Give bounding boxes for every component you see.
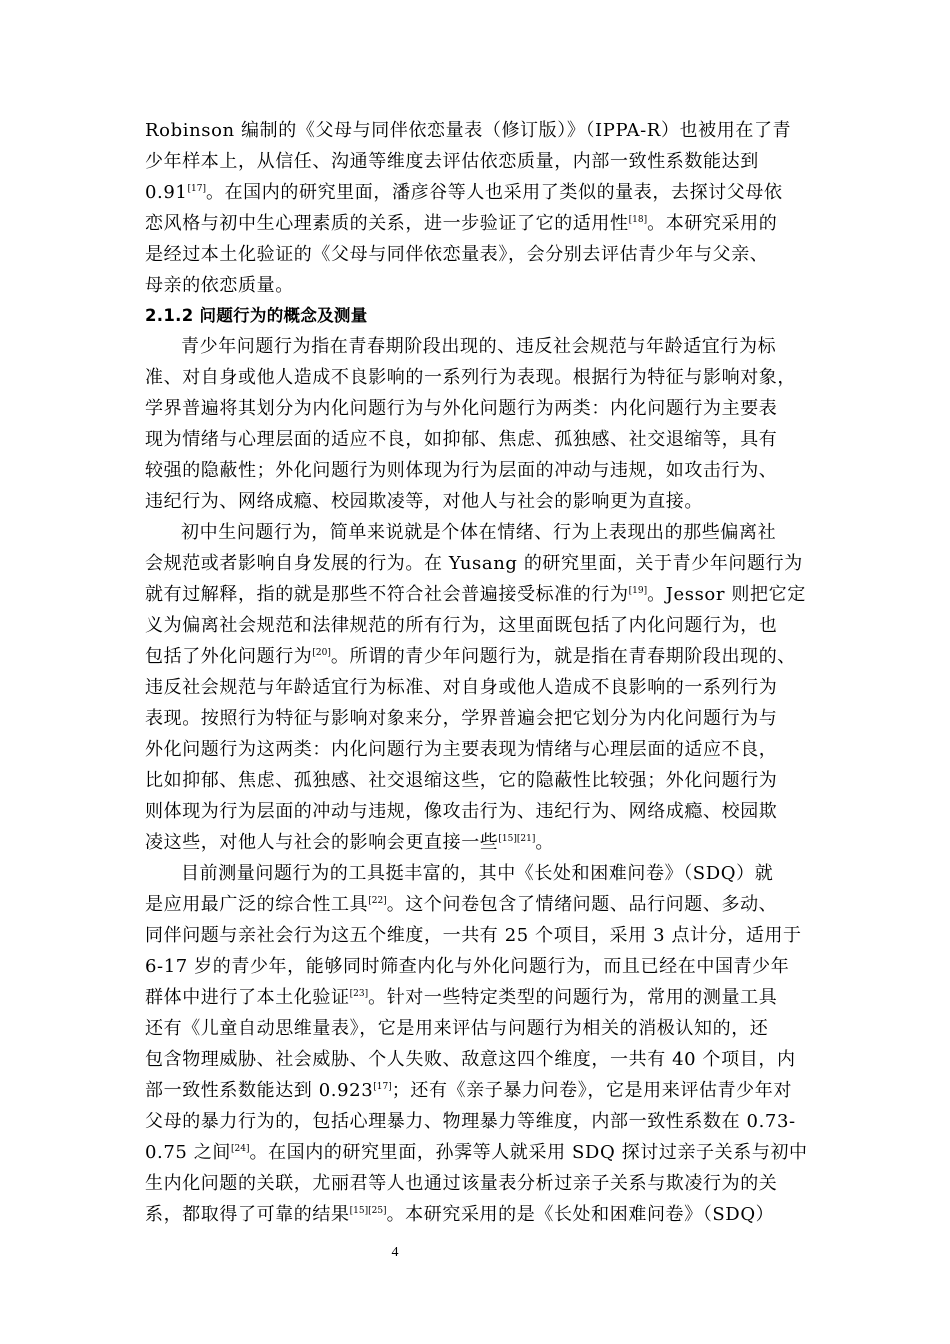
text-run: 现为情绪与心理层面的适应不良，如抑郁、焦虑、孤独感、社交退缩等，具有 — [145, 429, 778, 450]
citation: [20] — [312, 648, 331, 658]
text-line — [145, 486, 703, 517]
text-line — [145, 208, 777, 239]
text-run: 就有过解释，指的就是那些不符合社会普遍接受标准的行为 — [145, 584, 629, 605]
text-run: 包括了外化问题行为 — [145, 646, 313, 667]
text-line — [145, 270, 294, 301]
text-run: 。所谓的青少年问题行为，就是指在青春期阶段出现的、 — [330, 646, 796, 667]
text-run: 群体中进行了本土化验证 — [145, 987, 350, 1008]
text-run: 学界普遍将其划分为内化问题行为与外化问题行为两类：内化问题行为主要表 — [145, 398, 778, 419]
text-run: 。在国内的研究里面，孙霁等人就采用 SDQ 探讨过亲子关系与初中 — [249, 1142, 808, 1163]
text-line — [145, 424, 777, 455]
text-run: 青少年问题行为指在青春期阶段出现的、违反社会规范与年龄适宜行为标 — [181, 336, 777, 357]
text-line — [145, 1168, 777, 1199]
text-run: 初中生问题行为，简单来说就是个体在情绪、行为上表现出的那些偏离社 — [181, 522, 777, 543]
text-run: 6-17 岁的青少年，能够同时筛查内化与外化问题行为，而且已经在中国青少年 — [145, 956, 790, 977]
section-heading: 2.1.2 问题行为的概念及测量 — [145, 306, 368, 325]
page-number: 4 — [391, 1245, 399, 1260]
citation: [22] — [368, 896, 387, 906]
text-line — [145, 146, 759, 177]
text-line — [145, 672, 777, 703]
text-run: 是应用最广泛的综合性工具 — [145, 894, 369, 915]
text-line — [145, 1013, 768, 1044]
text-line — [181, 517, 776, 548]
text-run: 父母的暴力行为的，包括心理暴力、物理暴力等维度，内部一致性系数在 0.73- — [145, 1111, 796, 1132]
citation: [17] — [187, 184, 206, 194]
text-run: 母亲的依恋质量。 — [145, 275, 294, 296]
text-run: 包含物理威胁、社会威胁、个人失败、敌意这四个维度，一共有 40 个项目，内 — [145, 1049, 796, 1070]
text-line — [145, 765, 777, 796]
text-run: 。这个问卷包含了情绪问题、品行问题、多动、 — [386, 894, 778, 915]
text-run: 。本研究采用的 — [647, 213, 778, 234]
text-line — [181, 858, 773, 889]
text-run: 少年样本上，从信任、沟通等维度去评估依恋质量，内部一致性系数能达到 — [145, 151, 759, 172]
text-line — [181, 331, 776, 362]
text-run: 0.91 — [145, 182, 188, 203]
text-line — [145, 889, 777, 920]
text-run: 违反社会规范与年龄适宜行为标准、对自身或他人造成不良影响的一系列行为 — [145, 677, 778, 698]
text-line — [145, 579, 806, 610]
text-run: 是经过本土化验证的《父母与同伴依恋量表》，会分别去评估青少年与父亲、 — [145, 244, 769, 265]
citation: [24] — [231, 1144, 250, 1154]
text-run: 。本研究采用的是《长处和困难问卷》（SDQ） — [386, 1204, 775, 1225]
text-line — [145, 1044, 796, 1075]
text-run: 目前测量问题行为的工具挺丰富的，其中《长处和困难问卷》（SDQ）就 — [181, 863, 774, 884]
text-line — [145, 703, 777, 734]
text-run: 。在国内的研究里面，潘彦谷等人也采用了类似的量表，去探讨父母依 — [205, 182, 783, 203]
text-line — [145, 1199, 774, 1230]
text-line — [145, 177, 783, 208]
text-line — [145, 393, 777, 424]
text-line — [145, 548, 803, 579]
text-line — [145, 1075, 792, 1106]
text-line — [145, 1106, 796, 1137]
text-run: 系，都取得了可靠的结果 — [145, 1204, 350, 1225]
citation: [17] — [373, 1082, 392, 1092]
citation: [15][25] — [349, 1206, 387, 1216]
text-line — [145, 1137, 808, 1168]
text-line — [145, 951, 789, 982]
text-line — [145, 455, 777, 486]
citation: [15][21] — [498, 834, 536, 844]
text-run: ；还有《亲子暴力问卷》，它是用来评估青少年对 — [391, 1080, 792, 1101]
citation: [19] — [628, 586, 648, 596]
text-run: 恋风格与初中生心理素质的关系，进一步验证了它的适用性 — [145, 213, 629, 234]
text-line — [145, 920, 802, 951]
text-run: 准、对自身或他人造成不良影响的一系列行为表现。根据行为特征与影响对象， — [145, 367, 796, 388]
citation: [18] — [628, 215, 648, 225]
text-run: 。针对一些特定类型的问题行为，常用的测量工具 — [368, 987, 778, 1008]
text-run: 部一致性系数能达到 0.923 — [145, 1080, 374, 1101]
text-line — [145, 734, 777, 765]
text-line — [145, 641, 796, 672]
text-line — [145, 362, 796, 393]
text-run: 较强的隐蔽性；外化问题行为则体现为行为层面的冲动与违规，如攻击行为、 — [145, 460, 778, 481]
text-run: 0.75 之间 — [145, 1142, 231, 1163]
citation: [23] — [349, 989, 369, 999]
text-line — [145, 115, 791, 146]
text-run: 同伴问题与亲社会行为这五个维度，一共有 25 个项目，采用 3 点计分，适用于 — [145, 925, 802, 946]
text-line — [145, 982, 777, 1013]
text-run: 表现。按照行为特征与影响对象来分，学界普遍会把它划分为内化问题行为与 — [145, 708, 778, 729]
text-run: 违纪行为、网络成瘾、校园欺凌等，对他人与社会的影响更为直接。 — [145, 491, 703, 512]
text-run: 。Jessor 则把它定 — [647, 584, 806, 605]
text-run: 。 — [535, 832, 554, 853]
text-line — [145, 239, 768, 270]
text-run: 会规范或者影响自身发展的行为。在 Yusang 的研究里面，关于青少年问题行为 — [145, 553, 803, 574]
text-run: 凌这些，对他人与社会的影响会更直接一些 — [145, 832, 499, 853]
text-line — [145, 827, 554, 858]
text-line — [145, 796, 777, 827]
text-line — [145, 610, 777, 641]
text-run: 义为偏离社会规范和法律规范的所有行为，这里面既包括了内化问题行为，也 — [145, 615, 778, 636]
text-run: 生内化问题的关联，尤丽君等人也通过该量表分析过亲子关系与欺凌行为的关 — [145, 1173, 778, 1194]
text-run: 比如抑郁、焦虑、孤独感、社交退缩这些，它的隐蔽性比较强；外化问题行为 — [145, 770, 778, 791]
text-run: 则体现为行为层面的冲动与违规，像攻击行为、违纪行为、网络成瘾、校园欺 — [145, 801, 778, 822]
text-run: 还有《儿童自动思维量表》，它是用来评估与问题行为相关的消极认知的，还 — [145, 1018, 769, 1039]
text-run: Robinson 编制的《父母与同伴依恋量表（修订版）》（IPPA-R）也被用在了青 — [145, 120, 792, 141]
text-run: 外化问题行为这两类：内化问题行为主要表现为情绪与心理层面的适应不良， — [145, 739, 778, 760]
